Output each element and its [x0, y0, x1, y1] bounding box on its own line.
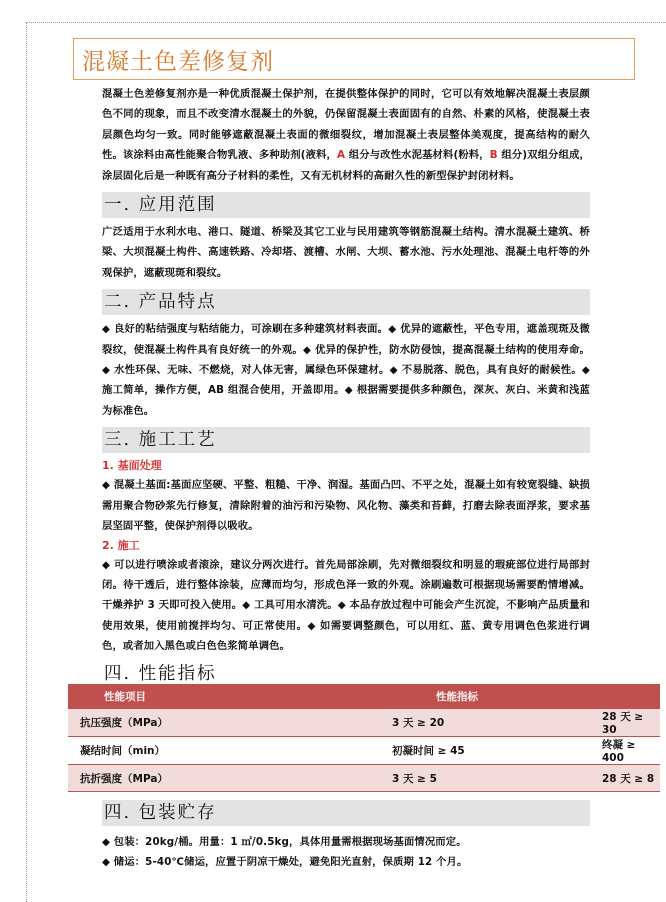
table-cell-item: 抗压强度（MPa）	[68, 709, 392, 737]
table-row	[68, 737, 660, 765]
base-treatment-text: ◆ 混凝土基面:基面应坚硬、平整、粗糙、干净、润湿。基面凸凹、不平之处，混凝土如有较宽裂缝、缺损需用聚合物砂浆先行修复，清除附着的油污和污染物、风化物、藻类和苔藓，打磨去除表面浮浆，要求基层坚固平整，使保护剂得以吸收。	[102, 479, 590, 533]
table-cell-value: 28 天 ≥ 8	[602, 765, 660, 792]
table-cell-value: 3 天 ≥ 5	[392, 765, 602, 792]
table-row	[68, 765, 660, 792]
section-heading-application: 一. 应用范围	[102, 192, 590, 218]
table-row	[68, 709, 660, 737]
storage-line: ◆ 储运：5-40℃储运，应置于阴凉干燥处，避免阳光直射，保质期 12 个月。	[102, 856, 468, 869]
section-heading-construction: 三. 施工工艺	[102, 427, 590, 453]
intro-text-end: 组分)双组分组成，涂层固化后是一种既有高分子材料的柔性，又有无机材料的高耐久性的新型保护封闭材料。	[102, 149, 591, 182]
table-header-item: 性能项目	[68, 684, 392, 709]
section-heading-features: 二. 产品特点	[102, 289, 590, 315]
subheading-application: 2. 施工	[102, 538, 140, 552]
application-text: 广泛适用于水利水电、港口、隧道、桥梁及其它工业与民用建筑等钢筋混凝土结构。清水混凝土建筑、桥梁、大坝混凝土构件、高速铁路、冷却塔、渡槽、水闸、大坝、蓄水池、污水处理池、混凝土电杆等的外观保护，遮蔽现斑和裂纹。	[102, 226, 590, 279]
packaging-line: ◆ 包装：20kg/桶。用量：1 ㎡/0.5kg，具体用量需根据现场基面情况而定。	[102, 836, 467, 848]
table-header-value: 性能指标	[392, 684, 660, 709]
table-cell-item: 凝结时间（min）	[68, 737, 392, 765]
document-body	[102, 84, 590, 687]
subheading-base-treatment: 1. 基面处理	[102, 459, 162, 473]
packaging-section	[102, 800, 590, 873]
table-cell-item: 抗折强度（MPa）	[68, 765, 392, 792]
section-heading-packaging: 四. 包装贮存	[102, 800, 590, 826]
table-cell-value: 初凝时间 ≥ 45	[392, 737, 602, 765]
intro-text-mid: 组分与改性水泥基材料(粉料，	[345, 149, 490, 162]
application-steps-text: ◆ 可以进行喷涂或者滚涂，建议分两次进行。首先局部涂刷，先对微细裂纹和明显的瑕疵部位进行局部封闭。待干透后，进行整体涂装，应薄而均匀，形成色泽一致的外观。涂刷遍数可根据现场需要酌情增减。干燥养护 3 天即可投入使用。◆ 工具可用水清洗。◆ 本品存放过程中可能会产生沉淀，不影响产品质量和使用效果，使用前搅拌均匀、可正常使用。◆ 如需要调整颜色，可以用红、蓝、黄专用调色色浆进行调色，或者加入黑色或白色色浆简单调色。	[102, 558, 590, 653]
features-text: ◆ 良好的粘结强度与粘结能力，可涂刷在多种建筑材料表面。◆ 优异的遮蔽性，平色专用，遮盖现斑及微裂纹，使混凝土构件具有良好统一的外观。◆ 优异的保护性，防水防侵蚀，提高混凝土结构的使用寿命。◆ 水性环保、无味、不燃烧，对人体无害，属绿色环保建材。◆ 不易脱落、脱色，具有良好的耐候性。◆ 施工简单，操作方便，AB 组混合使用，开盖即用。◆ 根据需要提供多种颜色，深灰、灰白、米黄和浅蓝为标准色。	[102, 323, 590, 417]
intro-text: 混凝土色差修复剂亦是一种优质混凝土保护剂，在提供整体保护的同时，它可以有效地解决混凝土表层颜色不同的现象，而且不改变清水混凝土的外貌，仍保留混凝土表面固有的自然、朴素的风格，使混凝土表层颜色均匀一致。同时能够遮蔽混凝土表面的微细裂纹，增加混凝土表层整体美观度，提高结构的耐久性。该涂料由高性能聚合物乳液、多种助剂(液料，	[102, 88, 590, 162]
intro-paragraph	[102, 84, 590, 186]
table-cell-value: 终凝 ≥ 400	[602, 737, 660, 765]
section-heading-performance: 四. 性能指标	[104, 663, 217, 684]
performance-table	[68, 684, 660, 792]
title-box	[73, 38, 635, 80]
intro-component-a: A	[336, 149, 346, 162]
document-title: 混凝土色差修复剂	[82, 48, 274, 75]
intro-component-b: B	[489, 149, 498, 162]
table-cell-value: 28 天 ≥ 30	[602, 709, 660, 737]
table-header-row	[68, 684, 660, 709]
table-cell-value: 3 天 ≥ 20	[392, 709, 602, 737]
